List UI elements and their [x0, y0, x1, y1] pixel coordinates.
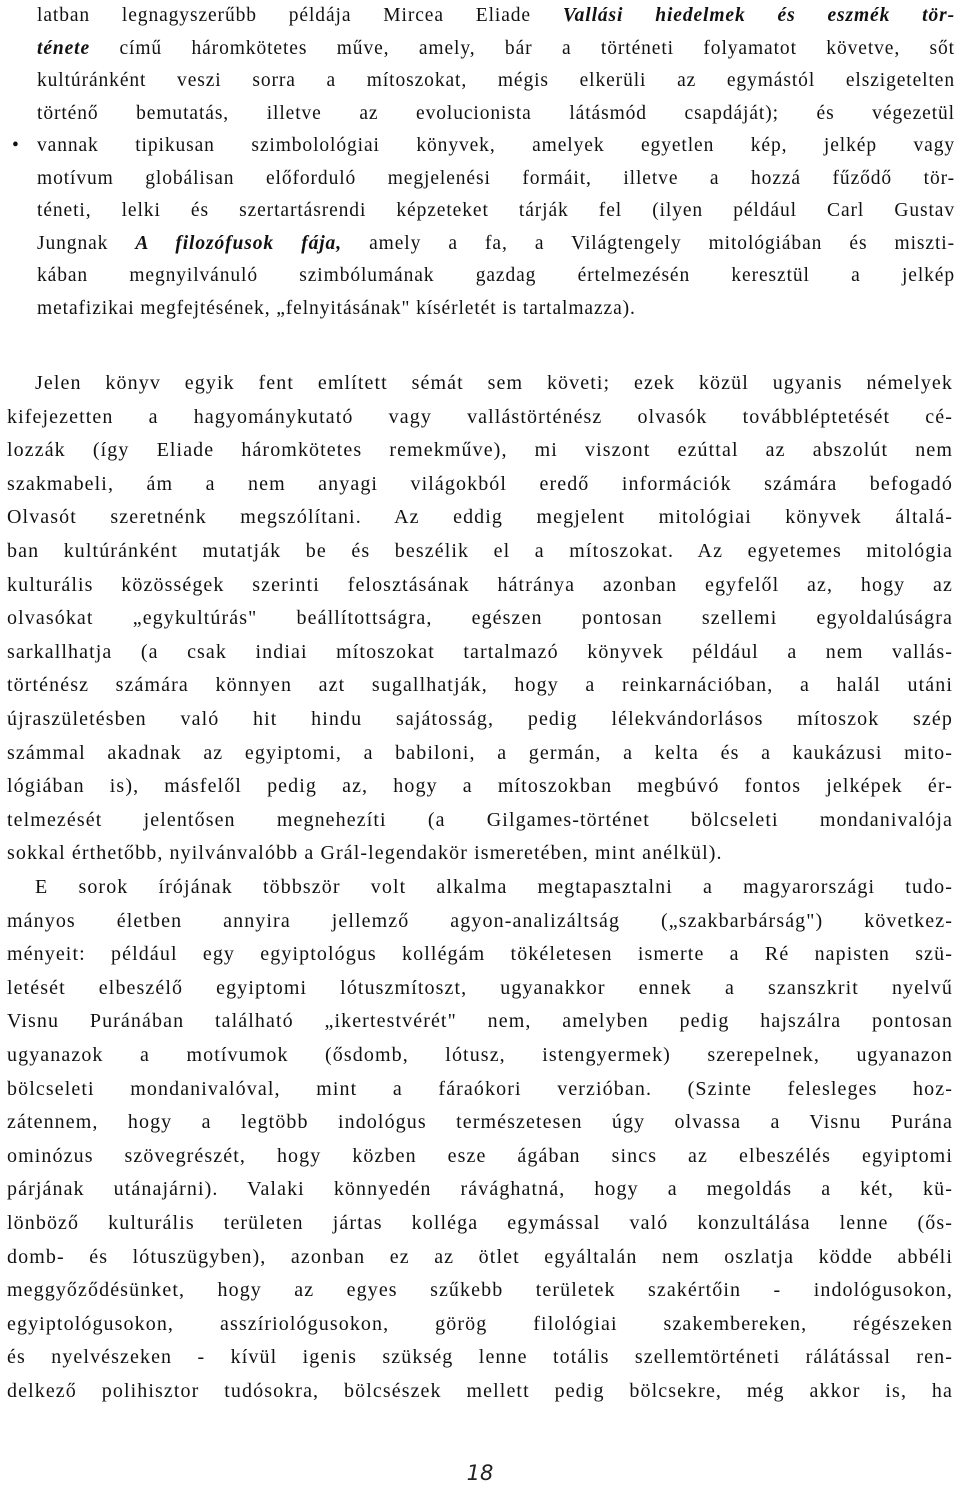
intro-paragraph: [12, 0, 955, 325]
text-line: Olvasót szeretnénk megszólítani. Az eddig megjelent mitológiai könyvek általá-: [7, 506, 953, 529]
text-line: delkező polihisztor tudósokra, bölcsészek mellett pedig bölcsekre, még akkor is, ha: [7, 1379, 953, 1402]
text-line: számmal akadnak az egyiptomi, a babiloni, a germán, a kelta és a kaukázusi mito-: [7, 741, 953, 764]
paragraph-jelen-konyv: [7, 367, 953, 871]
text-line: ténete című háromkötetes műve, amely, bár a történeti folyamatot követve, sőt: [37, 37, 955, 59]
text-line: egyiptológusokon, asszíriológusokon, görög filológiai szakembereken, régészeken: [7, 1312, 953, 1335]
book-title-filozofusok-faja: A filozófusok fája,: [135, 232, 342, 254]
text-line: motívum globálisan előforduló megjelenési formáit, illetve a hozzá fűződő tör-: [37, 167, 955, 189]
text-line: lozzák (így Eliade háromkötetes remekműve), mi viszont ezúttal az abszolút nem: [7, 439, 953, 462]
text-line: Jungnak A filozófusok fája, amely a fa, a Világtengely mitológiában és miszti-: [37, 232, 955, 254]
text-line: meggyőződésünket, hogy az egyes szűkebb területek szakértőin - indológusokon,: [7, 1279, 953, 1302]
text-line: kifejezetten a hagyománykutató vagy vallástörténész olvasók továbbléptetését cé-: [7, 405, 953, 428]
text-line: kában megnyilvánuló szimbólumának gazdag értelmezésén keresztül a jelkép: [37, 265, 955, 286]
text-line: bölcseleti mondanivalóval, mint a fáraókori verzióban. (Szinte felesleges hoz-: [7, 1077, 953, 1100]
text-line: történő bemutatás, illetve az evolucionista látásmód csapdáját); és végezetül: [37, 102, 955, 124]
text-line: Jelen könyv egyik fent említett sémát sem követi; ezek közül ugyanis némelyek: [35, 372, 953, 394]
text-line: történész számára könnyen azt sugallhatják, hogy a reinkarnációban, a halál utáni: [7, 674, 953, 697]
text-line: kultúránként veszi sorra a mítoszokat, mégis elkerüli az egymástól elszigetelten: [37, 70, 955, 91]
text-line: szakmabeli, ám a nem anyagi világokból eredő információk számára befogadó: [7, 472, 953, 495]
text-line: E sorok írójának többször volt alkalma megtapasztalni a magyarországi tudo-: [35, 876, 953, 898]
text-line: domb- és lótuszügyben), azonban ez az ötlet egyáltalán nem oszlatja ködde abbéli: [7, 1245, 953, 1268]
text-line: lógiában is), másfelől pedig az, hogy a mítoszokban megbúvó fontos jelképek ér-: [7, 775, 953, 798]
page-number: 18: [466, 1461, 494, 1485]
text-line: lönböző kulturális területen jártas kolléga egymással való konzultálása lenne (ős-: [7, 1211, 953, 1234]
text-line: olvasókat „egykultúrás" beállítottságra, egészen pontosan szellemi egyoldalúságra: [7, 607, 953, 630]
text-line: újraszületésben való hit hindu sajátosság, pedig lélekvándorlásos mítoszok szép: [7, 707, 953, 730]
text-line: sokkal érthetőbb, nyilvánvalóbb a Grál-legendakör ismeretében, mint anélkül).: [7, 842, 723, 865]
text-line: Visnu Puránában található „ikertestvérét" nem, amelyben pedig hajszálra pontosan: [7, 1010, 953, 1033]
text-line: ban kultúránként mutatják be és beszélik el a mítoszokat. Az egyetemes mitológia: [7, 539, 953, 562]
book-title-continuation: ténete: [37, 37, 91, 59]
bullet-icon: •: [12, 135, 20, 156]
text-line: metafizikai megfejtésének, „felnyitásának" kísérletét is tartalmazza).: [37, 297, 636, 319]
text-line: mányos életben annyira jellemző agyon-analizáltság („szakbarbárság") következ-: [7, 909, 953, 932]
text-line: ményeit: például egy egyiptológus kollégám tökéletesen ismerte a Ré napisten szü-: [7, 943, 953, 966]
text-line: párjának utánajárni). Valaki könnyedén rávághatná, hogy a megoldás a két, kü-: [7, 1178, 953, 1201]
bullet-line: • vannak tipikusan szimbolológiai könyvek, amelyek egyetlen kép, jelkép vagy: [37, 130, 955, 163]
text-line: sarkallhatja (a csak indiai mítoszokat tartalmazó könyvek például a nem vallás-: [7, 640, 953, 663]
book-title-vallasi-hiedelmek: Vallási hiedelmek és eszmék tör-: [562, 5, 955, 26]
text-line: telmezését jelentősen megnehezíti (a Gilgames-történet bölcseleti mondanivalója: [7, 808, 953, 831]
text-line: zátennem, hogy a legtöbb indológus természetesen úgy olvassa a Visnu Purána: [7, 1111, 953, 1134]
text-line: kulturális közösségek szerinti felosztásának hátránya azonban egyfelől az, hogy az: [7, 573, 953, 596]
text-line: téneti, lelki és szertartásrendi képzeteket tárják fel (ilyen például Carl Gustav: [37, 200, 955, 221]
text-line: ugyanazok a motívumok (ősdomb, lótusz, istengyermek) szerepelnek, ugyanazon: [7, 1043, 953, 1066]
text-line: ominózus szövegrészét, hogy közben esze ágában sincs az elbeszélés egyiptomi: [7, 1144, 953, 1167]
paragraph-e-sorok: [7, 871, 953, 1409]
text-line: latban legnagyszerűbb példája Mircea Eliade Vallási hiedelmek és eszmék tör-: [37, 5, 955, 26]
text-line: és nyelvészeken - kívül igenis szükség lenne totális szellemtörténeti rálátással ren-: [7, 1346, 953, 1369]
text-line: letését elbeszélő egyiptomi lótuszmítoszt, ugyanakkor ennek a szanszkrit nyelvű: [7, 976, 953, 999]
